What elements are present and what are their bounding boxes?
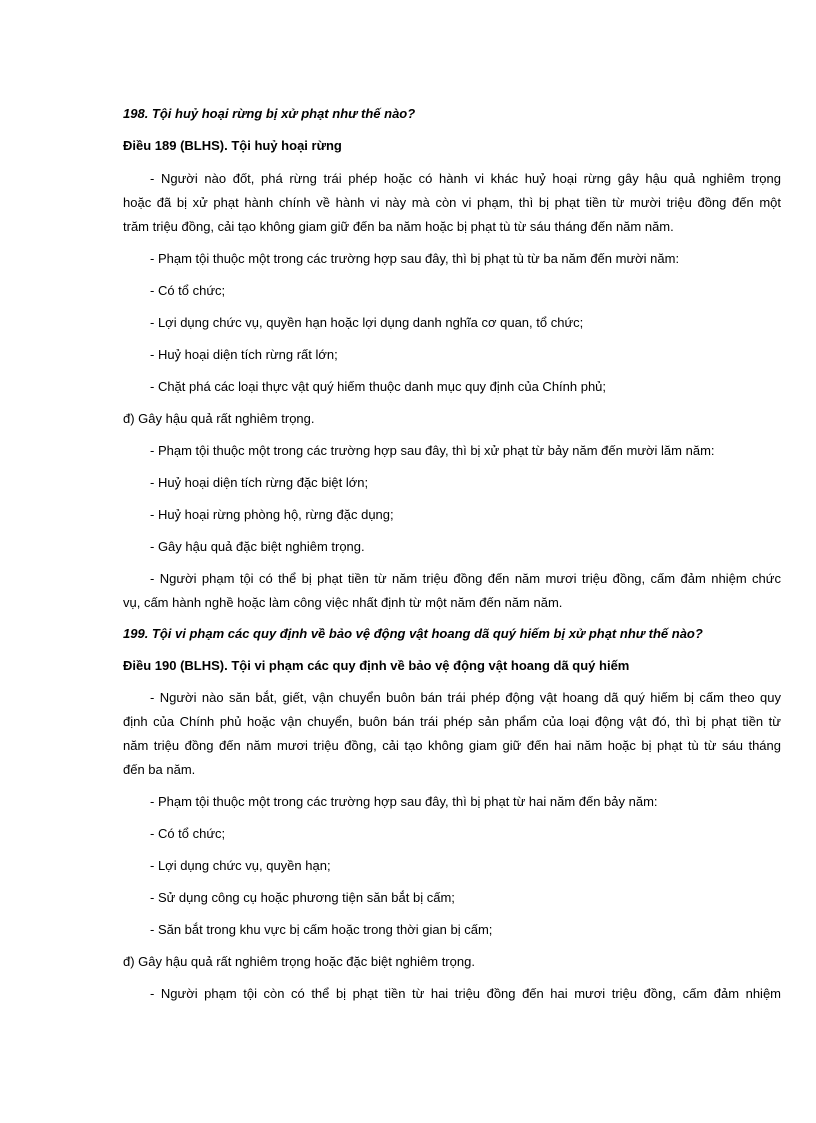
paragraph-line: vụ, cấm hành nghề hoặc làm công việc nhất định từ một năm đến năm năm.	[123, 595, 563, 610]
list-item: - Lợi dụng chức vụ, quyền hạn hoặc lợi dụng danh nghĩa cơ quan, tổ chức;	[150, 315, 584, 330]
list-item: - Huỷ hoại diện tích rừng đặc biệt lớn;	[150, 475, 369, 490]
question-heading: 199. Tội vi phạm các quy định về bảo vệ động vật hoang dã quý hiếm bị xử phạt như thế nào?	[123, 626, 703, 641]
list-item: - Chặt phá các loại thực vật quý hiếm thuộc danh mục quy định của Chính phủ;	[150, 379, 607, 394]
list-item: - Huỷ hoại diện tích rừng rất lớn;	[150, 347, 338, 362]
list-item: - Săn bắt trong khu vực bị cấm hoặc trong thời gian bị cấm;	[150, 922, 493, 937]
list-item: - Gây hậu quả đặc biệt nghiêm trọng.	[150, 539, 365, 554]
paragraph-line: - Người phạm tội còn có thể bị phạt tiền từ hai triệu đồng đến hai mươi triệu đồng, cấm đảm nhiệm	[150, 986, 781, 1001]
paragraph-line: - Người phạm tội có thể bị phạt tiền từ năm triệu đồng đến năm mươi triệu đồng, cấm đảm nhiệm chức	[150, 571, 781, 586]
paragraph-line: đến ba năm.	[123, 762, 196, 777]
paragraph-line: - Phạm tội thuộc một trong các trường hợp sau đây, thì bị phạt từ hai năm đến bảy năm:	[150, 794, 658, 809]
paragraph-line: trăm triệu đồng, cải tạo không giam giữ đến ba năm hoặc bị phạt tù từ sáu tháng đến năm năm.	[123, 219, 674, 234]
paragraph-line: - Phạm tội thuộc một trong các trường hợp sau đây, thì bị xử phạt từ bảy năm đến mười lăm năm:	[150, 443, 715, 458]
question-heading: 198. Tội huỷ hoại rừng bị xử phạt như thế nào?	[123, 106, 416, 121]
list-item: đ) Gây hậu quả rất nghiêm trọng hoặc đặc biệt nghiêm trọng.	[123, 954, 475, 969]
paragraph-line: - Người nào đốt, phá rừng trái phép hoặc có hành vi khác huỷ hoại rừng gây hậu quả nghiêm trọng	[150, 171, 781, 186]
paragraph-line: hoặc đã bị xử phạt hành chính về hành vi này mà còn vi phạm, thì bị phạt tiền từ mười triệu đồng đến một	[123, 195, 781, 210]
list-item: - Có tổ chức;	[150, 283, 226, 298]
list-item: - Huỷ hoại rừng phòng hộ, rừng đặc dụng;	[150, 507, 394, 522]
list-item: - Có tổ chức;	[150, 826, 226, 841]
list-item: - Lợi dụng chức vụ, quyền hạn;	[150, 858, 331, 873]
paragraph-line: - Người nào săn bắt, giết, vận chuyển buôn bán trái phép động vật hoang dã quý hiếm bị cấm theo quy	[150, 690, 781, 705]
paragraph-line: định của Chính phủ hoặc vận chuyển, buôn bán trái phép sản phẩm của loại động vật đó, thì bị phạt tiền từ	[123, 714, 781, 729]
paragraph-line: năm triệu đồng đến năm mươi triệu đồng, cải tạo không giam giữ đến hai năm hoặc bị phạt tù từ sáu tháng	[123, 738, 781, 753]
article-heading: Điều 190 (BLHS). Tội vi phạm các quy định về bảo vệ động vật hoang dã quý hiếm	[123, 658, 630, 673]
paragraph-line: - Phạm tội thuộc một trong các trường hợp sau đây, thì bị phạt tù từ ba năm đến mười năm:	[150, 251, 680, 266]
list-item: đ) Gây hậu quả rất nghiêm trọng.	[123, 411, 315, 426]
list-item: - Sử dụng công cụ hoặc phương tiện săn bắt bị cấm;	[150, 890, 455, 905]
article-heading: Điều 189 (BLHS). Tội huỷ hoại rừng	[123, 138, 342, 153]
